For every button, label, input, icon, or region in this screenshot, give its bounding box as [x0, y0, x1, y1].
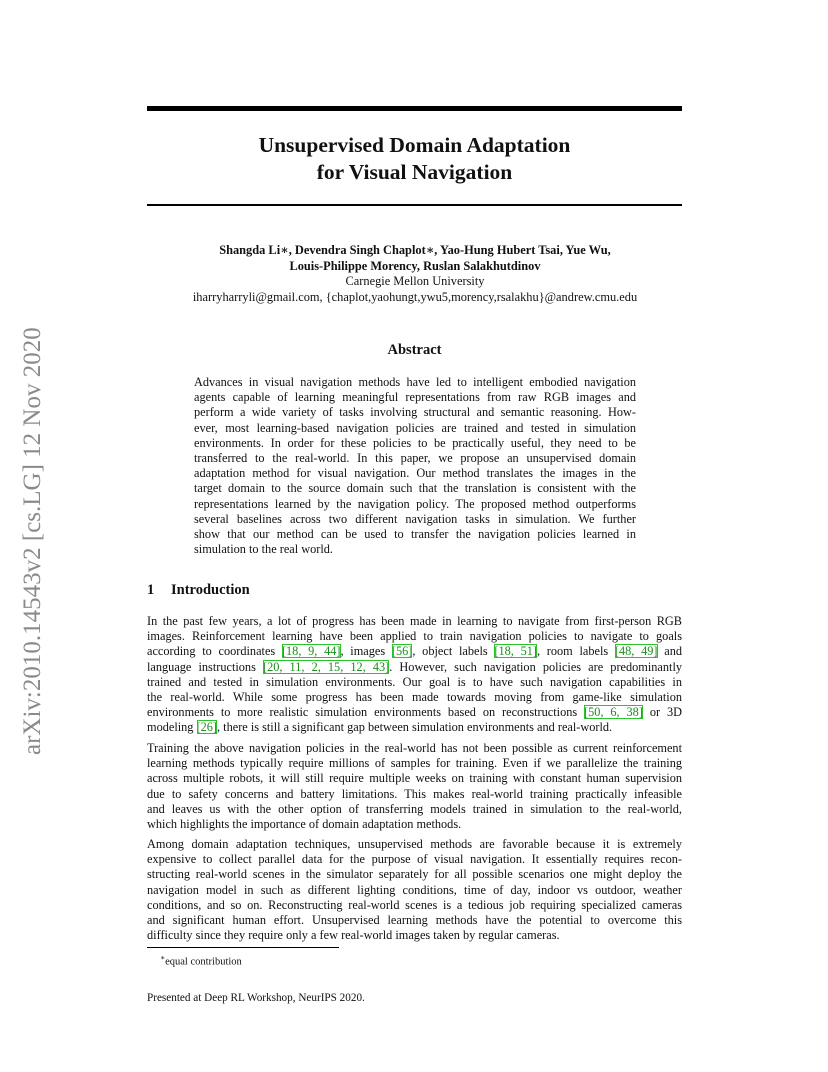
abstract-line: agents capable of learning meaningful representations from raw RGB images and [194, 390, 636, 405]
paragraph-line: navigation model in such as different lighting conditions, time of day, indoor vs outdoor, weather [147, 882, 682, 897]
paragraph-line: and leaves us with the other option of transferring models trained in simulation to the real-world, [147, 801, 682, 816]
abstract-line: simulation to the real world. [194, 542, 333, 557]
paragraph-line: and significant human effort. Unsupervised learning methods have the potential to overcome this [147, 913, 682, 928]
paragraph-line: across multiple robots, it will still require multiple weeks on training with constant human supervision [147, 771, 682, 786]
title-bottom-rule [147, 204, 682, 206]
paragraph-line [147, 644, 682, 659]
abstract-line: transferred to the real-world. In this paper, we propose an unsupervised domain [194, 451, 636, 466]
citation-link[interactable]: [18, 51] [494, 644, 537, 659]
paragraph-line: conditions, and so on. Reconstructing real-world scenes is a tedious job requiring specialized cameras [147, 897, 682, 912]
paragraph-line: trained and tested in simulation environments. Our goal is to have such navigation capabilities in [147, 674, 682, 689]
paragraph-line: due to safety concerns and battery limitations. This makes real-world training practically infeasible [147, 786, 682, 801]
title-top-rule [147, 106, 682, 111]
abstract-line: environments. In order for these policies to be practically useful, they need to be [194, 435, 636, 450]
footnote-mark: ∗ [160, 953, 166, 962]
author-names: Louis-Philippe Morency, Ruslan Salakhutdinov [289, 258, 541, 273]
abstract-line: adaptation method for visual navigation. Our method translates the images in the [194, 466, 636, 481]
author-emails: iharryharryli@gmail.com, {chaplot,yaohungt,ywu5,morency,rsalakhu}@andrew.cmu.edu [192, 289, 638, 304]
text-run: according to coordinates [147, 644, 282, 659]
citation-link[interactable]: [26] [196, 720, 218, 735]
abstract-line: show that our method can be used to transfer the navigation policies learned in [194, 527, 636, 542]
text-run: and [657, 644, 682, 659]
text-run: . However, such navigation policies are predominantly [389, 659, 683, 674]
text-run: language instructions [147, 659, 263, 674]
text-run: or 3D [642, 705, 683, 720]
citation-link[interactable]: [20, 11, 2, 15, 12, 43] [262, 659, 390, 674]
venue-note: Presented at Deep RL Workshop, NeurIPS 2020. [147, 992, 365, 1004]
abstract-heading: Abstract [387, 342, 442, 358]
arxiv-identifier: arXiv:2010.14543v2 [cs.LG] 12 Nov 2020 [19, 327, 46, 755]
paragraph-line: expensive to collect parallel data for the purpose of visual navigation. It essentially requires recon- [147, 852, 682, 867]
paragraph-line [147, 705, 682, 720]
paragraph-line: structing real-world scenes in the simulator separately for all possible scenarios one might deploy the [147, 867, 682, 882]
title-line: Unsupervised Domain Adaptation [258, 133, 571, 157]
citation-link[interactable]: [48, 49] [614, 644, 658, 659]
section-number: 1 [147, 582, 155, 598]
paragraph-line: images. Reinforcement learning have been applied to train navigation policies to navigate to goals [147, 629, 682, 644]
section-title: Introduction [171, 582, 250, 598]
paragraph-line: the real-world. While some progress has been made towards moving from game-like simulation [147, 690, 682, 705]
paragraph-line [147, 660, 682, 675]
abstract-line: representations learned by the navigation policy. The proposed method outperforms [194, 496, 636, 511]
citation-link[interactable]: [56] [391, 644, 413, 659]
footnote-text: equal contribution [165, 956, 242, 968]
text-run: , object labels [412, 644, 495, 659]
paragraph-line: learning methods typically require millions of samples for training. Even if we parallelize the training [147, 756, 682, 771]
text-run: modeling [147, 720, 197, 735]
abstract-line: target domain to the source domain such that the translation is consistent with the [194, 481, 636, 496]
intro-paragraph-3 [147, 837, 682, 943]
paragraph-line: difficulty since they require only a few real-world images taken by regular cameras. [147, 928, 560, 943]
affiliation: Carnegie Mellon University [345, 274, 485, 288]
text-run: environments to more realistic simulation environments based on reconstructions [147, 705, 585, 720]
text-run: , there is still a significant gap between simulation environments and real-world. [217, 720, 613, 735]
text-run: , images [340, 644, 392, 659]
abstract-line: several baselines across two different navigation tasks in simulation. We further [194, 511, 636, 526]
text-run: , room labels [536, 644, 615, 659]
footnote [160, 951, 242, 969]
abstract-line: Advances in visual navigation methods have led to intelligent embodied navigation [194, 375, 636, 389]
paragraph-line [147, 720, 682, 735]
citation-link[interactable]: [50, 6, 38] [584, 705, 643, 720]
citation-link[interactable]: [18, 9, 44] [281, 644, 341, 659]
abstract-body [194, 375, 636, 557]
footnote-rule [147, 947, 339, 948]
paragraph-line: In the past few years, a lot of progress has been made in learning to navigate from first-person RGB [147, 614, 682, 628]
abstract-line: ever, most learning-based navigation policies are trained and tested in simulation [194, 420, 636, 435]
paper-title [147, 132, 682, 186]
author-names: Shangda Li∗, Devendra Singh Chaplot∗, Yao-Hung Hubert Tsai, Yue Wu, [219, 243, 611, 257]
intro-paragraph-2 [147, 741, 682, 832]
author-block [120, 243, 710, 305]
paragraph-line: Training the above navigation policies in the real-world has not been possible as current reinforcement [147, 741, 682, 755]
title-line: for Visual Navigation [316, 160, 513, 184]
intro-paragraph-1 [147, 614, 682, 736]
section-heading [147, 581, 250, 599]
abstract-line: perform a wide variety of tasks involving structural and semantic reasoning. How- [194, 405, 636, 420]
paragraph-line: Among domain adaptation techniques, unsupervised methods are favorable because it is extremely [147, 837, 682, 851]
paragraph-line: which highlights the importance of domain adaptation methods. [147, 817, 462, 832]
